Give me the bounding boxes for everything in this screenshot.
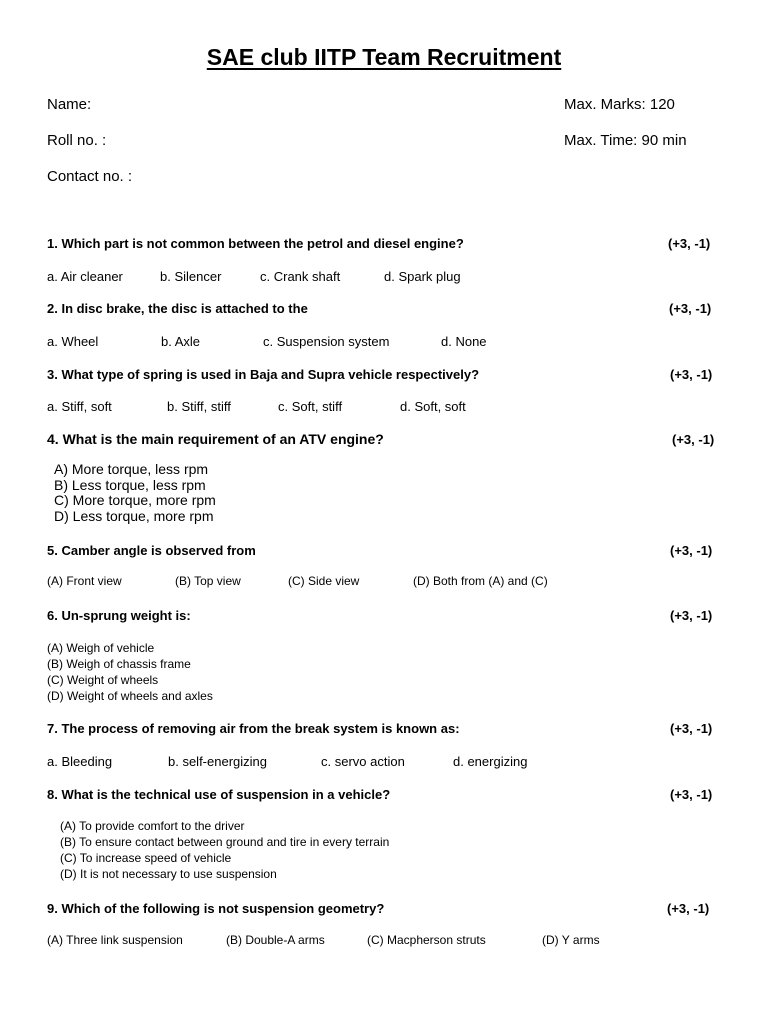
- q2-option-a: a. Wheel: [47, 334, 99, 349]
- q6-option-b: (B) Weigh of chassis frame: [47, 657, 191, 671]
- q8-option-a: (A) To provide comfort to the driver: [60, 819, 245, 833]
- question-7-marks: (+3, -1): [670, 721, 713, 736]
- q4-option-b: B) Less torque, less rpm: [54, 476, 206, 493]
- q8-option-d: (D) It is not necessary to use suspension: [60, 867, 277, 881]
- q1-option-c: c. Crank shaft: [260, 269, 341, 284]
- q7-option-a: a. Bleeding: [47, 754, 113, 769]
- q4-option-d: D) Less torque, more rpm: [54, 507, 214, 524]
- name-label: Name:: [47, 96, 92, 113]
- q1-option-b: b. Silencer: [160, 269, 222, 284]
- q3-option-d: d. Soft, soft: [400, 399, 466, 414]
- q9-option-c: (C) Macpherson struts: [367, 933, 486, 947]
- question-2: 2. In disc brake, the disc is attached to the: [47, 301, 308, 316]
- question-2-marks: (+3, -1): [669, 301, 712, 316]
- contact-label: Contact no. :: [47, 168, 133, 185]
- q7-option-d: d. energizing: [453, 754, 528, 769]
- q3-option-c: c. Soft, stiff: [278, 399, 343, 414]
- q6-option-a: (A) Weigh of vehicle: [47, 641, 155, 655]
- max-marks-label: Max. Marks:: [564, 96, 646, 113]
- q1-option-d: d. Spark plug: [384, 269, 461, 284]
- q8-option-c: (C) To increase speed of vehicle: [60, 851, 232, 865]
- q9-option-b: (B) Double-A arms: [226, 933, 325, 947]
- question-9-marks: (+3, -1): [667, 901, 710, 916]
- question-3-marks: (+3, -1): [670, 367, 713, 382]
- q5-option-c: (C) Side view: [288, 574, 360, 588]
- q5-option-d: (D) Both from (A) and (C): [413, 574, 548, 588]
- q1-option-a: a. Air cleaner: [47, 269, 123, 284]
- q2-option-c: c. Suspension system: [263, 334, 390, 349]
- q9-option-a: (A) Three link suspension: [47, 933, 183, 947]
- max-time-value: 90: [641, 132, 659, 149]
- q8-options: [60, 818, 389, 882]
- q6-options: [47, 640, 213, 704]
- max-marks-value: 120: [649, 96, 675, 113]
- question-8: 8. What is the technical use of suspension in a vehicle?: [47, 787, 391, 802]
- q4-option-c: C) More torque, more rpm: [54, 492, 216, 508]
- question-3: 3. What type of spring is used in Baja and Supra vehicle respectively?: [47, 367, 480, 382]
- q2-option-d: d. None: [441, 334, 487, 349]
- max-time-label: Max. Time:: [564, 132, 638, 149]
- q4-options: [54, 462, 216, 524]
- question-5: 5. Camber angle is observed from: [47, 543, 256, 558]
- q2-option-b: b. Axle: [161, 334, 201, 349]
- question-5-marks: (+3, -1): [670, 543, 713, 558]
- q6-option-d: (D) Weight of wheels and axles: [47, 689, 213, 703]
- q9-option-d: (D) Y arms: [542, 933, 600, 947]
- q4-option-a: A) More torque, less rpm: [54, 461, 209, 477]
- question-6: 6. Un-sprung weight is:: [47, 608, 191, 623]
- question-1: 1. Which part is not common between the petrol and diesel engine?: [47, 236, 464, 251]
- q3-option-b: b. Stiff, stiff: [167, 399, 231, 414]
- page-title: SAE club IITP Team Recruitment: [206, 44, 562, 70]
- max-time-unit: min: [662, 132, 687, 149]
- question-6-marks: (+3, -1): [670, 608, 713, 623]
- max-marks: [564, 96, 675, 113]
- q8-option-b: (B) To ensure contact between ground and tire in every terrain: [60, 835, 390, 849]
- max-time: [564, 132, 687, 149]
- roll-label: Roll no. :: [47, 132, 107, 149]
- q7-option-c: c. servo action: [321, 754, 405, 769]
- q6-option-c: (C) Weight of wheels: [47, 673, 159, 687]
- question-4-marks: (+3, -1): [672, 432, 715, 447]
- question-8-marks: (+3, -1): [670, 787, 713, 802]
- question-9: 9. Which of the following is not suspension geometry?: [47, 901, 385, 916]
- question-4: 4. What is the main requirement of an ATV engine?: [47, 431, 384, 447]
- q5-option-a: (A) Front view: [47, 574, 122, 588]
- q5-option-b: (B) Top view: [175, 574, 241, 588]
- q3-option-a: a. Stiff, soft: [47, 399, 112, 414]
- question-1-marks: (+3, -1): [668, 236, 711, 251]
- question-7: 7. The process of removing air from the break system is known as:: [47, 721, 460, 736]
- q7-option-b: b. self-energizing: [168, 754, 267, 769]
